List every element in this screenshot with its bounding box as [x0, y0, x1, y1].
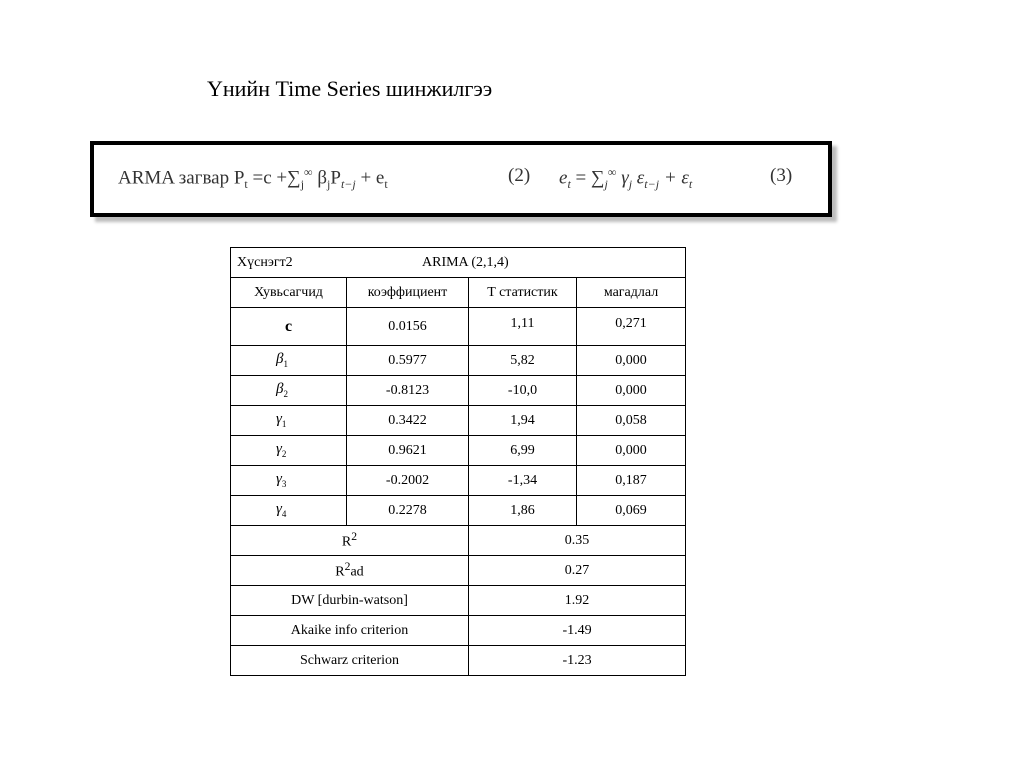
summary-row — [231, 616, 686, 646]
probability-cell: 0,187 — [577, 466, 686, 496]
table-caption: Хүснэгт2 ARIMA (2,1,4) — [231, 248, 686, 278]
variable-cell: $\gamma_3$ — [231, 466, 347, 496]
t-stat-cell: -10,0 — [469, 376, 577, 406]
t-stat-cell: 1,94 — [469, 406, 577, 436]
equation-number-2: (2) — [508, 165, 531, 186]
variable-cell: $\gamma_1$ — [231, 406, 347, 436]
table-header-row — [231, 278, 686, 308]
coefficient-cell: -0.8123 — [347, 376, 469, 406]
probability-cell: 0,069 — [577, 496, 686, 526]
summary-value: 0.27 — [469, 556, 686, 586]
table-row — [231, 436, 686, 466]
table-row — [231, 466, 686, 496]
summary-value: -1.23 — [469, 646, 686, 676]
arima-results-table — [230, 247, 686, 676]
coefficient-cell: 0.2278 — [347, 496, 469, 526]
summary-label: $R^2$ — [231, 526, 469, 556]
t-stat-cell: 5,82 — [469, 346, 577, 376]
header-coefficient: коэффициент — [347, 278, 469, 308]
t-stat-cell: 1,11 — [469, 308, 577, 346]
probability-cell: 0,000 — [577, 436, 686, 466]
variable-cell: $\beta_1$ — [231, 346, 347, 376]
coefficient-cell: 0.5977 — [347, 346, 469, 376]
probability-cell: 0,271 — [577, 308, 686, 346]
summary-row — [231, 556, 686, 586]
table-caption-row — [231, 248, 686, 278]
header-variables: Хувьсагчид — [231, 278, 347, 308]
summary-value: 0.35 — [469, 526, 686, 556]
probability-cell: 0,058 — [577, 406, 686, 436]
variable-cell: $\beta_2$ — [231, 376, 347, 406]
header-t-statistic: T статистик — [469, 278, 577, 308]
summary-label: DW [durbin-watson] — [231, 586, 469, 616]
variable-cell: c — [231, 308, 347, 346]
coefficient-cell: 0.0156 — [347, 308, 469, 346]
coefficient-cell: -0.2002 — [347, 466, 469, 496]
summary-row — [231, 526, 686, 556]
summary-value: -1.49 — [469, 616, 686, 646]
error-formula: $e_t = \sum_j^\infty$ $\gamma_j$ $\varepsilon_{t-j} + \varepsilon_t$ — [559, 165, 693, 192]
coefficient-cell: 0.9621 — [347, 436, 469, 466]
table-row — [231, 406, 686, 436]
page-title: Үнийн Time Series шинжилгээ — [207, 76, 493, 101]
summary-row — [231, 646, 686, 676]
summary-label: $R^2ad$ — [231, 556, 469, 586]
probability-cell: 0,000 — [577, 376, 686, 406]
summary-row — [231, 586, 686, 616]
table-row — [231, 346, 686, 376]
summary-label: Schwarz criterion — [231, 646, 469, 676]
t-stat-cell: 6,99 — [469, 436, 577, 466]
coefficient-cell: 0.3422 — [347, 406, 469, 436]
t-stat-cell: 1,86 — [469, 496, 577, 526]
header-probability: магадлал — [577, 278, 686, 308]
formula-box — [90, 141, 832, 217]
variable-cell: $\gamma_2$ — [231, 436, 347, 466]
probability-cell: 0,000 — [577, 346, 686, 376]
equation-number-3: (3) — [770, 165, 793, 186]
model-label: ARIMA (2,1,4) — [422, 254, 509, 270]
table-row — [231, 376, 686, 406]
t-stat-cell: -1,34 — [469, 466, 577, 496]
summary-label: Akaike info criterion — [231, 616, 469, 646]
arma-formula: ARMA загвар $P_t =c +\sum_j^\infty$ $\beta_jP_{t-j} + e_t$ — [118, 165, 388, 192]
summary-value: 1.92 — [469, 586, 686, 616]
variable-cell: $\gamma_4$ — [231, 496, 347, 526]
table-row — [231, 308, 686, 346]
table-row — [231, 496, 686, 526]
